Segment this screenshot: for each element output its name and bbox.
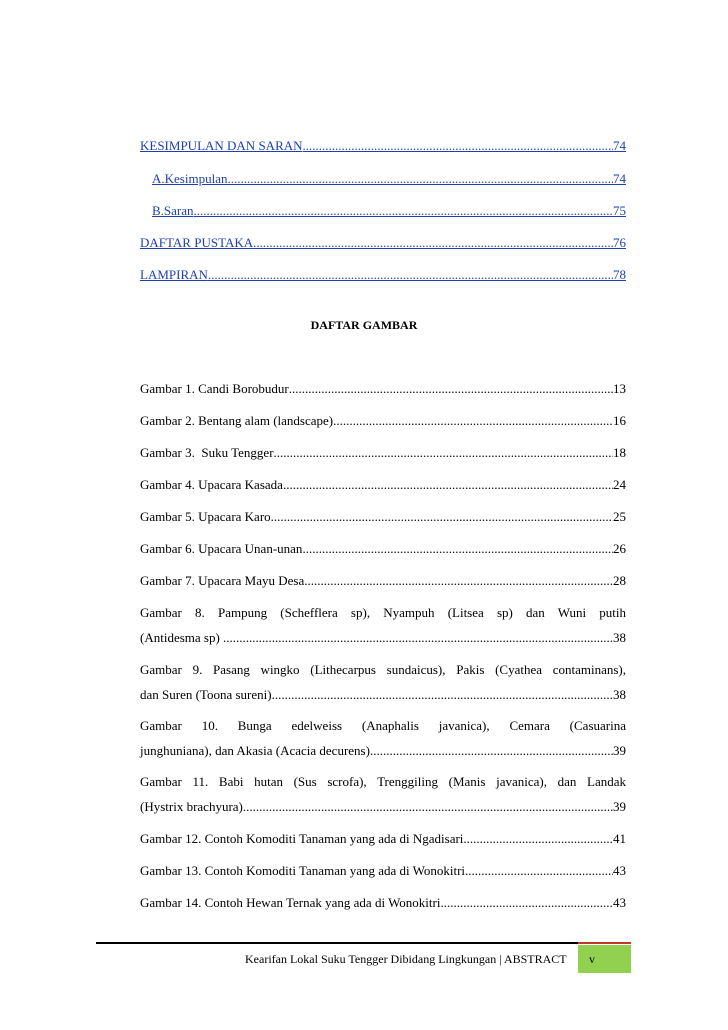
figure-page: 39 bbox=[613, 743, 626, 758]
toc-entry-kesimpulan[interactable] bbox=[152, 171, 626, 189]
figure-page: 38 bbox=[613, 687, 626, 702]
figure-page: 26 bbox=[613, 541, 626, 556]
footer-rule-accent bbox=[578, 942, 631, 944]
leader-dots bbox=[440, 895, 613, 911]
leader-dots bbox=[465, 863, 613, 879]
figure-label: Gambar 12. Contoh Komoditi Tanaman yang ada di Ngadisari bbox=[140, 831, 464, 846]
figure-page: 38 bbox=[613, 630, 626, 645]
figure-entry bbox=[140, 541, 626, 559]
figure-entry bbox=[140, 477, 626, 495]
leader-dots bbox=[271, 509, 613, 525]
figure-label: (Antidesma sp) bbox=[140, 630, 224, 645]
toc-entry-page: 76 bbox=[613, 235, 626, 250]
figure-label: Gambar 2. Bentang alam (landscape) bbox=[140, 413, 334, 428]
toc-entry-label: A.Kesimpulan bbox=[152, 171, 228, 186]
figure-page: 25 bbox=[613, 509, 626, 524]
toc-entry-daftar-pustaka[interactable] bbox=[140, 235, 626, 253]
figure-label: Gambar 7. Upacara Mayu Desa bbox=[140, 573, 305, 588]
toc-entry-saran[interactable] bbox=[152, 203, 626, 221]
page-number: v bbox=[589, 952, 595, 966]
figure-label: Gambar 6. Upacara Unan-unan bbox=[140, 541, 303, 556]
figure-entry-first-line: Gambar 11. Babi hutan (Sus scrofa), Trenggiling (Manis javanica), dan Landak bbox=[140, 774, 626, 789]
leader-dots bbox=[283, 477, 613, 493]
leader-dots bbox=[194, 203, 613, 219]
figure-entry bbox=[140, 687, 626, 705]
toc-entry-page: 74 bbox=[613, 138, 626, 153]
figure-entry bbox=[140, 381, 626, 399]
figure-label: Gambar 4. Upacara Kasada bbox=[140, 477, 283, 492]
figure-entry bbox=[140, 413, 626, 431]
leader-dots bbox=[370, 743, 613, 759]
leader-dots bbox=[243, 799, 613, 815]
figure-entry bbox=[140, 895, 626, 913]
figure-page: 13 bbox=[613, 381, 626, 396]
figure-label: Gambar 13. Contoh Komoditi Tanaman yang ada di Wonokitri bbox=[140, 863, 466, 878]
figure-entry bbox=[140, 445, 626, 463]
page-number-box bbox=[578, 945, 631, 973]
leader-dots bbox=[304, 573, 613, 589]
figure-entry-first-line: Gambar 10. Bunga edelweiss (Anaphalis javanica), Cemara (Casuarina bbox=[140, 718, 626, 733]
figure-label: junghuniana), dan Akasia (Acacia decurens) bbox=[140, 743, 370, 758]
figure-label: dan Suren (Toona sureni) bbox=[140, 687, 272, 702]
figure-label: Gambar 3. Suku Tengger bbox=[140, 445, 274, 460]
leader-dots bbox=[253, 235, 613, 251]
toc-entry-label: LAMPIRAN bbox=[140, 267, 208, 282]
figure-entry bbox=[140, 831, 626, 849]
leader-dots bbox=[227, 171, 613, 187]
figure-page: 39 bbox=[613, 799, 626, 814]
figure-label: Gambar 1. Candi Borobudur bbox=[140, 381, 289, 396]
toc-entry-label: KESIMPULAN DAN SARAN bbox=[140, 138, 303, 153]
footer-rule bbox=[96, 942, 631, 944]
figure-label: Gambar 5. Upacara Karo bbox=[140, 509, 271, 524]
figure-label: Gambar 14. Contoh Hewan Ternak yang ada di Wonokitri bbox=[140, 895, 441, 910]
figure-page: 43 bbox=[613, 895, 626, 910]
figure-entry bbox=[140, 573, 626, 591]
figure-entry bbox=[140, 799, 626, 817]
figure-entry bbox=[140, 743, 626, 761]
leader-dots bbox=[463, 831, 613, 847]
figure-page: 24 bbox=[613, 477, 626, 492]
toc-entry-label: DAFTAR PUSTAKA bbox=[140, 235, 254, 250]
leader-dots bbox=[302, 541, 613, 557]
figure-entry-first-line: Gambar 8. Pampung (Schefflera sp), Nyampuh (Litsea sp) dan Wuni putih bbox=[140, 605, 626, 620]
figure-entry bbox=[140, 509, 626, 527]
leader-dots bbox=[333, 413, 613, 429]
figure-page: 28 bbox=[613, 573, 626, 588]
toc-entry-label: B.Saran bbox=[152, 203, 194, 218]
leader-dots bbox=[223, 630, 613, 646]
figure-entry-first-line: Gambar 9. Pasang wingko (Lithecarpus sundaicus), Pakis (Cyathea contaminans), bbox=[140, 662, 626, 677]
toc-entry-kesimpulan-dan-saran[interactable] bbox=[140, 138, 626, 156]
footer-text: Kearifan Lokal Suku Tengger Dibidang Lingkungan | ABSTRACT bbox=[245, 952, 567, 966]
figure-page: 16 bbox=[613, 413, 626, 428]
figure-entry bbox=[140, 863, 626, 881]
figure-label: (Hystrix brachyura) bbox=[140, 799, 243, 814]
leader-dots bbox=[274, 445, 613, 461]
toc-entry-lampiran[interactable] bbox=[140, 267, 626, 285]
figure-page: 41 bbox=[613, 831, 626, 846]
figure-page: 18 bbox=[613, 445, 626, 460]
leader-dots bbox=[289, 381, 613, 397]
figure-entry bbox=[140, 630, 626, 648]
toc-entry-page: 78 bbox=[613, 267, 626, 282]
figure-page: 43 bbox=[613, 863, 626, 878]
leader-dots bbox=[208, 267, 613, 283]
toc-entry-page: 74 bbox=[613, 171, 626, 186]
leader-dots bbox=[272, 687, 613, 703]
figures-heading: DAFTAR GAMBAR bbox=[310, 318, 418, 332]
leader-dots bbox=[303, 138, 613, 154]
toc-entry-page: 75 bbox=[613, 203, 626, 218]
